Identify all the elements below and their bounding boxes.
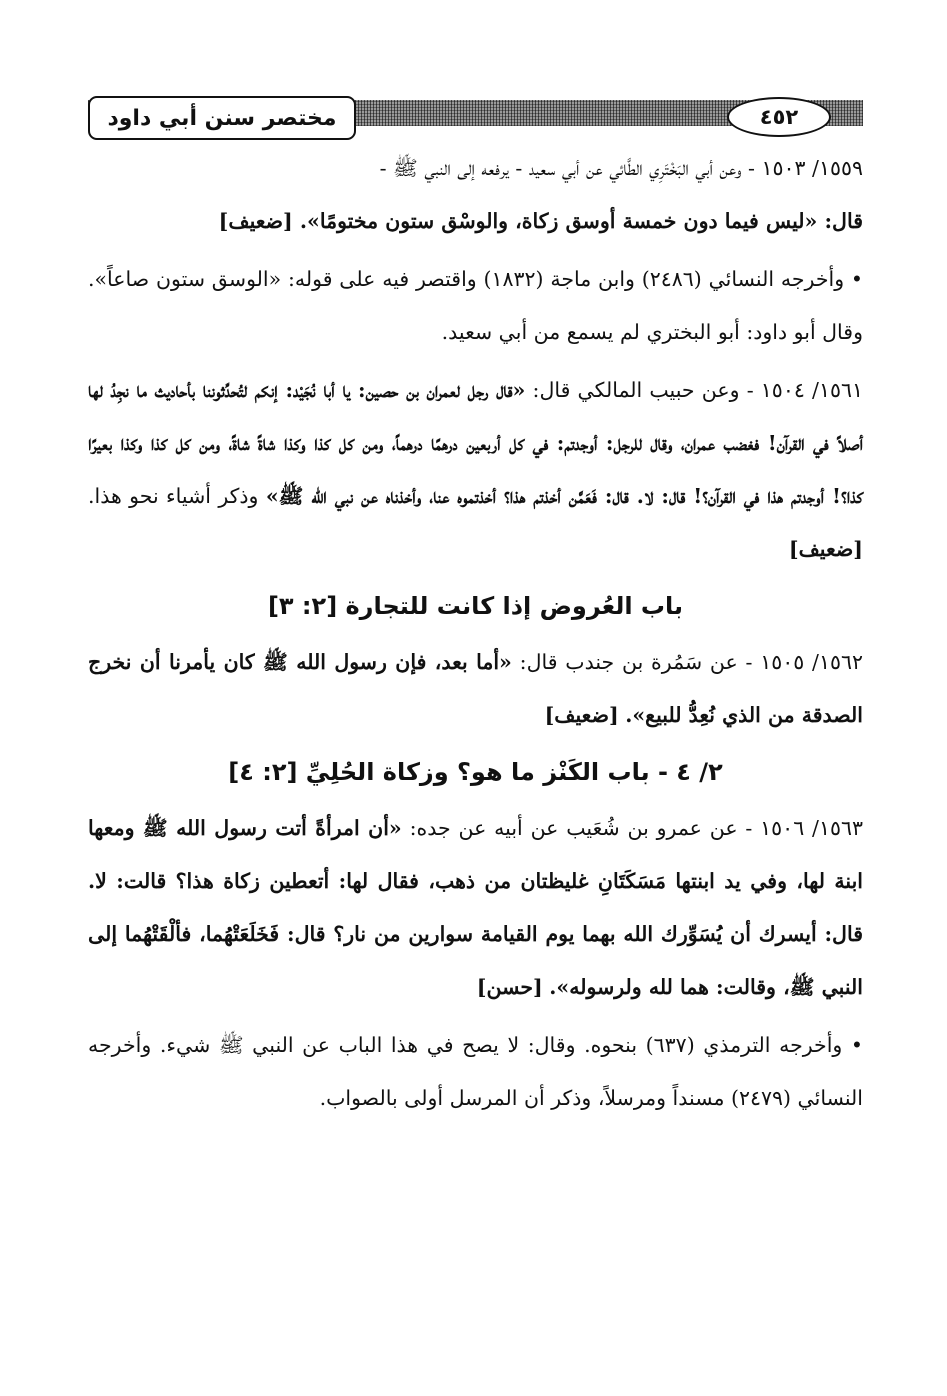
hadith-1562-intro: ١٥٦٢/ ١٥٠٥ - عن سَمُرة بن جندب قال:	[519, 650, 863, 674]
page-content	[88, 142, 863, 1125]
hadith-1562-text: «أما بعد، فإن رسول الله ﷺ كان يأمرنا أن نخرج الصدقة من الذي نُعِدُّ للبيع».	[88, 650, 863, 727]
hadith-1562-grade: [ضعيف]	[544, 703, 619, 727]
hadith-1563-note: • وأخرجه الترمذي (٦٣٧) بنحوه. وقال: لا يصح في هذا الباب عن النبي ﷺ شيء. وأخرجه النسائي (٢٤٧٩) مسنداً ومرسلاً، وذكر أن المرسل أولى بالصواب.	[88, 1033, 863, 1110]
hadith-1561-tail: وذكر أشياء نحو هذا.	[88, 484, 259, 508]
hadith-1561-grade: [ضعيف]	[788, 537, 863, 561]
hadith-1562	[88, 636, 863, 742]
section-heading-treasure: ٢/ ٤ - باب الكَنْز ما هو؟ وزكاة الحُلِيِّ [٢: ٤]	[228, 758, 723, 786]
section-heading-trade-goods: باب العُروض إذا كانت للتجارة [٢: ٣]	[267, 592, 684, 620]
hadith-1559-text: قال: «ليس فيما دون خمسة أوسق زكاة، والوسْق ستون مختومًا». [ضعيف]	[218, 209, 863, 233]
hadith-1563	[88, 802, 863, 1014]
hadith-1563-intro: ١٥٦٣/ ١٥٠٦ - عن عمرو بن شُعَيب عن أبيه عن جده:	[409, 816, 863, 840]
page-number: ٤٥٢	[727, 97, 831, 137]
hadith-1563-text: «أن امرأةً أتت رسول الله ﷺ ومعها ابنة لها، وفي يد ابنتها مَسَكَتَانِ غليظتان من ذهب، فقال لها: أتعطين زكاة هذا؟ قالت: لا. قال: أيسرك أن يُسَوِّرك الله بهما يوم القيامة سوارين من نار؟ قال: فَخَلَعَتْهُما، فألْقَتْهُما إلى النبي ﷺ، وقالت: هما لله ولرسوله».	[88, 816, 863, 999]
hadith-1559-intro: ١٥٥٩/ ١٥٠٣ - وعن أبي البَخْتَرِي الطَّائي عن أبي سعيد - يرفعه إلى النبي ﷺ -	[379, 156, 863, 180]
hadith-1561-intro: ١٥٦١/ ١٥٠٤ - وعن حبيب المالكي قال:	[532, 378, 863, 402]
running-header	[88, 96, 863, 142]
book-title: مختصر سنن أبي داود	[88, 96, 356, 140]
hadith-1559-note: • وأخرجه النسائي (٢٤٨٦) وابن ماجة (١٨٣٢) واقتصر فيه على قوله: «الوسق ستون صاعاً». وقال أبو داود: أبو البختري لم يسمع من أبي سعيد.	[88, 267, 864, 344]
hadith-1563-grade: [حسن]	[476, 975, 543, 999]
hadith-1561-text: «قال رجل لعمران بن حصين: يا أبا نُجَيْد: إنكم لتُحدِّثوننا بأحاديث ما نجِدُ لها أصلاً في القرآن! فغضب عمران، وقال للرجل: أوجدتم: في كل أربعين درهمًا درهماً، ومن كل كذا وكذا شاةً شاةً، ومن كل كذا وكذا بعيرًا كذا؟! أوجدتم هذا في القرآن؟! قال: لا. قال: فَعَمَّن أخذتم هذا؟ أخذتموه عنا، وأخذناه عن نبي الله ﷺ»	[88, 378, 863, 508]
hadith-1561	[88, 364, 863, 576]
